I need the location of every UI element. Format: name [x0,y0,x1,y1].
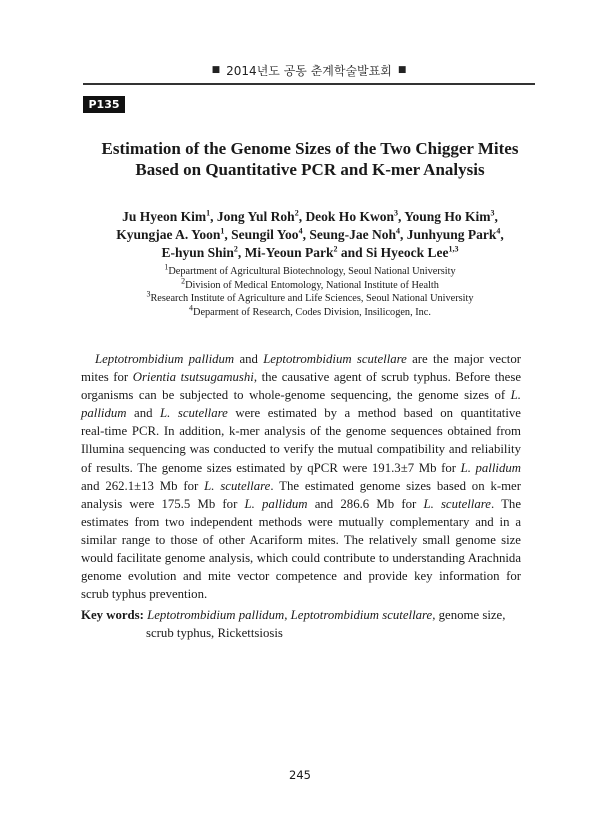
running-header [83,58,535,82]
author-name: E-hyun Shin [161,245,234,260]
author-name: Mi-Yeoun Park [244,245,334,260]
affiliation-text: Research Institute of Agriculture and Life Sciences, Seoul National University [150,293,474,304]
abstract-line: similar range to those of other Acariform mites. The relatively small genome size [81,532,521,547]
affiliation-marker: 4 [496,226,501,236]
affiliation-number: 4 [189,303,194,313]
affiliation-marker: 4 [298,226,303,236]
affiliation-number: 2 [181,276,186,286]
affiliation-marker: 1 [206,208,211,218]
author-connector: and [340,245,363,260]
author-name: Ju Hyeon Kim [122,209,207,224]
affiliation-item [40,276,580,293]
affiliation-item [40,289,580,306]
poster-code-badge: P135 [83,96,125,113]
keyword: Leptotrombidium pallidum [147,608,285,622]
keywords-label: Key words: [81,608,144,622]
abstract-line: would facilitate genome analysis, which could contribute to understanding Arachnida [81,551,521,566]
abstract-line: scrub typhus prevention. [81,587,208,602]
author-name: Seungil Yoo [231,227,299,242]
author-name: Jong Yul Roh [216,209,295,224]
keywords-line: scrub typhus, Rickettsiosis [146,626,283,640]
affiliation-item [40,303,580,320]
affiliation-list [40,262,580,319]
affiliation-marker: 2 [233,244,238,254]
title-line: Based on Quantitative PCR and K-mer Analysis [135,160,485,179]
author-name: Kyungjae A. Yoon [116,227,221,242]
abstract-line: Leptotrombidium pallidum and Leptotrombidium scutellare are the major vector [95,352,521,366]
abstract-line: estimates from two independent methods were mutually complementary and in a [81,514,521,529]
affiliation-marker: 2 [294,208,299,218]
conference-name: 2014년도 공동 춘계학술발표회 [226,63,392,78]
author-name: Young Ho Kim [404,209,491,224]
author-line: E-hyun Shin$^2$, Mi-Yeoun Park$^2$ and Si Hyeock Lee$^{1,3}$ [161,244,459,260]
affiliation-marker: 3 [393,208,398,218]
affiliation-marker: 1,3 [448,244,459,254]
affiliation-marker: 3 [490,208,495,218]
author-name: Si Hyeock Lee [366,245,449,260]
affiliation-text: Department of Agricultural Biotechnology, Seoul National University [168,266,456,277]
affiliation-marker: 2 [333,244,338,254]
page-number: 245 [289,768,311,782]
square-bullet-icon: ■ [211,65,221,75]
square-bullet-icon: ■ [397,65,407,75]
author-list [40,208,580,262]
author-name: Deok Ho Kwon [305,209,394,224]
abstract-line: real-time PCR. In addition, k-mer analysis of the genome sequences obtained from [81,424,521,439]
affiliation-item [40,262,580,279]
abstract-line: Illumina sequencing was conducted to verify the mutual compatibility and reliability [81,442,521,457]
author-line: Ju Hyeon Kim$^1$, Jong Yul Roh$^2$, Deok Ho Kwon$^3$, Young Ho Kim$^3$, [122,208,498,224]
author-line: Kyungjae A. Yoon$^1$, Seungil Yoo$^4$, Seung-Jae Noh$^4$, Junhyung Park$^4$, [116,226,504,242]
affiliation-text: Deparment of Research, Codes Division, Insilicogen, Inc. [193,306,431,318]
paper-title [40,138,580,180]
header-divider [83,83,535,85]
affiliation-marker: 1 [220,226,225,236]
abstract-line: genome evolution and mite vector competence and provide key information for [81,569,521,584]
author-name: Junhyung Park [406,227,497,242]
abstract-line: pallidum and L. scutellare were estimated by a method based on quantitative [81,406,521,421]
author-name: Seung-Jae Noh [309,227,396,242]
abstract-line: of results. The genome sizes estimated by qPCR were 191.3±7 Mb for L. pallidum [81,460,522,475]
affiliation-number: 1 [164,262,169,272]
abstract-line: mites for Orientia tsutsugamushi, the causative agent of scrub typhus. Before these [81,370,522,385]
affiliation-marker: 4 [395,226,400,236]
title-line: Estimation of the Genome Sizes of the Two Chigger Mites [101,139,519,158]
abstract-line: organisms can be subjected to whole-genome sequencing, the genome sizes of L. [81,388,521,403]
keywords-line: Key words: Leptotrombidium pallidum, Leptotrombidium scutellare, genome size, [81,608,506,622]
abstract-body [81,350,521,603]
keywords-section [81,606,531,642]
keyword: Leptotrombidium scutellare [290,608,433,622]
affiliation-number: 3 [146,289,151,299]
affiliation-text: Division of Medical Entomology, National Institute of Health [185,279,439,291]
abstract-line: and 262.1±13 Mb for L. scutellare. The estimated genome sizes based on k-mer [81,478,521,493]
abstract-line: analysis were 175.5 Mb for L. pallidum and 286.6 Mb for L. scutellare. The [81,496,522,511]
